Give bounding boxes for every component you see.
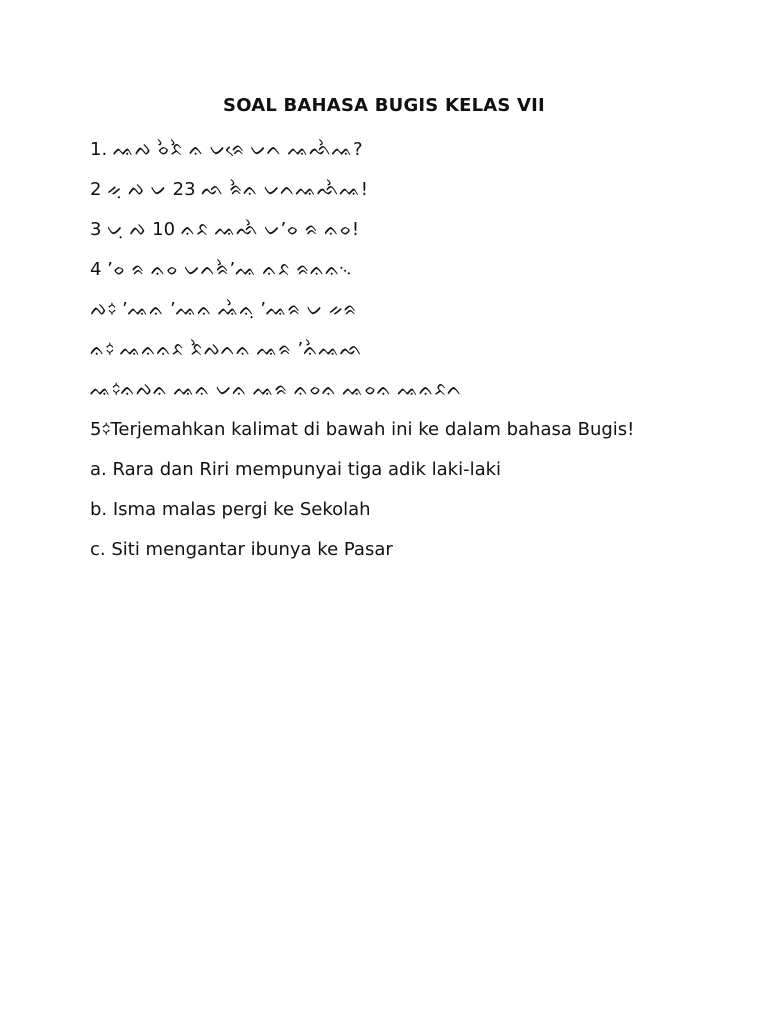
question-2-bugis: 2 ᨀᨘ ᨄ ᨆ 23 ᨒ ᨑᨛᨊ ᨆᨈᨕᨒᨛᨕ! — [90, 179, 368, 200]
question-5-instruction: 5᨟Terjemahkan kalimat di bawah ini ke dalam bahasa Bugis! — [90, 419, 635, 440]
question-5-item-b: b. Isma malas pergi ke Sekolah — [90, 499, 371, 520]
document-title: SOAL BAHASA BUGIS KELAS VII — [223, 95, 545, 116]
question-3-bugis: 3 ᨆᨘ ᨄ 10 ᨊᨅ ᨕᨒᨛ ᨆ’ᨔ ᨑ ᨊᨔ! — [90, 219, 360, 240]
question-5-item-a: a. Rara dan Riri mempunyai tiga adik laki-laki — [90, 459, 502, 480]
question-4-bugis-line-3: ᨊ᨟ ᨕᨊᨊᨅ ᨅᨛᨄᨈᨊ ᨕᨑ ’ᨊᨛᨕᨒ — [90, 339, 363, 360]
question-5-item-c: c. Siti mengantar ibunya ke Pasar — [90, 539, 393, 560]
question-4-bugis: 4 ’ᨔ ᨑ ᨊᨔ ᨆᨈᨑᨛ’ᨕ ᨊᨅ ᨑᨊᨊ᨞ — [90, 259, 353, 280]
question-4-bugis-line-4: ᨕ᨟ᨊᨄᨊ ᨕᨊ ᨆᨊ ᨕᨑ ᨊᨔᨊ ᨕᨔᨊ ᨕᨊᨅᨈ — [90, 379, 463, 400]
question-1-bugis: 1. ᨕᨄ ᨔᨛᨅᨛ ᨊ ᨆᨑᨙ ᨆᨈ ᨕᨒᨛᨕ? — [90, 139, 363, 160]
question-4-bugis-line-2: ᨄ᨟ ’ᨕᨊ ’ᨕᨊ ᨕᨛᨊᨘ ’ᨕᨑ ᨆ ᨀᨑ — [90, 299, 358, 320]
